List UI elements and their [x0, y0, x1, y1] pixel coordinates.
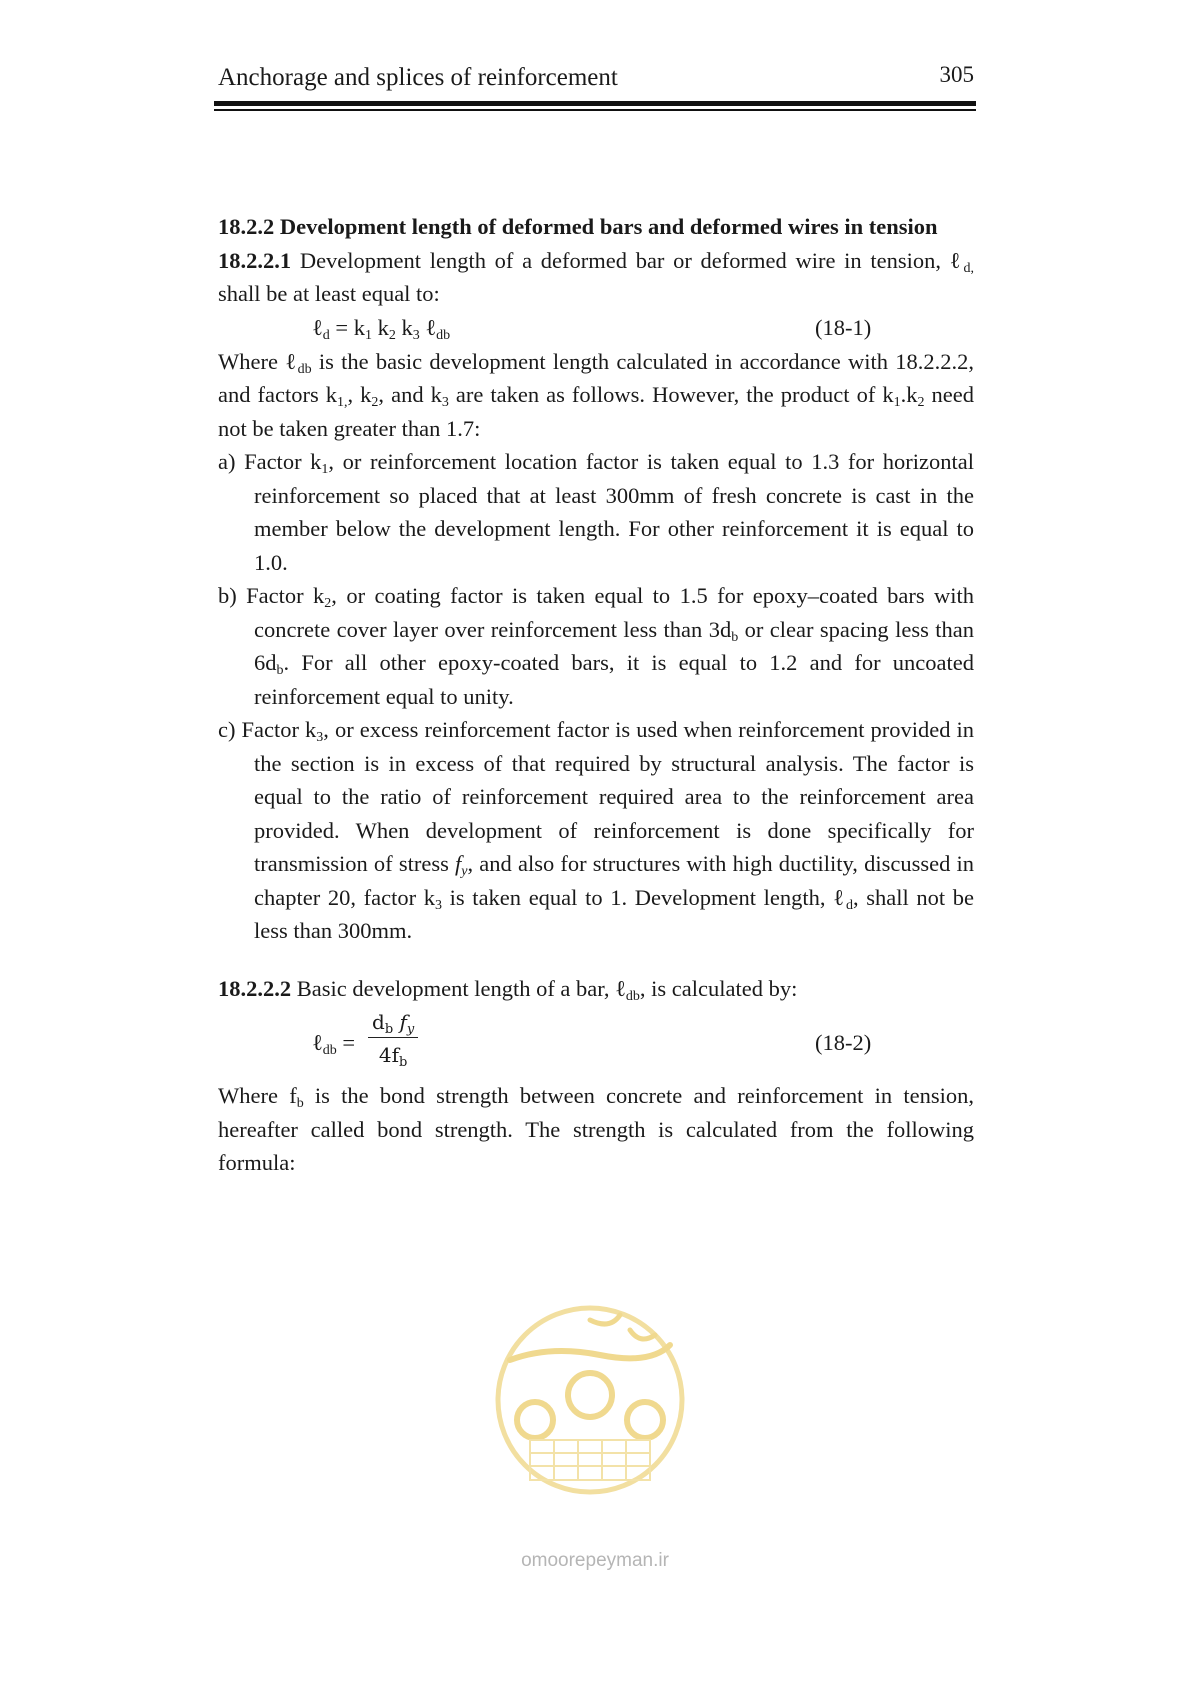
- watermark-logo: [490, 1300, 690, 1500]
- list-item-a: a) Factor $k_1$, or reinforcement location factor is taken equal to 1.3 for horizontal reinforcement so placed that at least 300mm of fresh concrete is cast in the member below the development length. For other reinforcement it is equal to 1.0.: [218, 449, 974, 575]
- equation-number: (18-1): [815, 314, 872, 340]
- running-title: Anchorage and splices of reinforcement: [218, 64, 618, 91]
- watermark-url: omoorepeyman.ir: [521, 1550, 669, 1571]
- header-rule-thin: [214, 109, 976, 111]
- body-content: [218, 210, 974, 1180]
- equation-fraction: $\frac{d_b f_y}{4f_b}$: [368, 1007, 418, 1072]
- equation-18-2: [218, 1007, 974, 1079]
- equation-lhs: ℓ$_{db}$ =: [312, 1030, 356, 1058]
- equation-number: (18-2): [815, 1030, 872, 1055]
- paragraph-18-2-2-1: 18.2.2.1 Development length of a deformed bar or deformed wire in tension, ℓ$_{d,}$ shall be at least equal to:: [218, 247, 974, 306]
- equation-body: ℓ$_d$ = $k_1$ $k_2$ $k_3$ ℓ$_{db}$: [312, 314, 451, 343]
- where2-paragraph: Where $f_b$ is the bond strength between concrete and reinforcement in tension, hereafter called bond strength. The strength is calculated from the following formula:: [218, 1083, 974, 1175]
- header-rule-thick: [214, 101, 976, 106]
- equation-18-1: [218, 311, 974, 345]
- clause-number: 18.2.2.2: [218, 975, 292, 1001]
- where-paragraph: Where ℓ$_{db}$ is the basic development length calculated in accordance with 18.2.2.2, and factors $k_{1,}$, $k_2$, and $k_3$ are taken as follows. However, the product of $k_1.k_2$ need not be taken greater than 1.7:: [218, 348, 974, 441]
- section-heading: 18.2.2 Development length of deformed bars and deformed wires in tension: [218, 214, 938, 239]
- list-item-b: b) Factor $k_2$, or coating factor is taken equal to 1.5 for epoxy–coated bars with concrete cover layer over reinforcement less than $3d_b$ or clear spacing less than $6d_b$. For all other epoxy-coated bars, it is equal to 1.2 and for uncoated reinforcement equal to unity.: [218, 583, 974, 709]
- clause-number: 18.2.2.1: [218, 247, 292, 273]
- paragraph-18-2-2-2: 18.2.2.2 Basic development length of a bar, ℓ$_{db}$, is calculated by:: [218, 975, 798, 1004]
- list-item-c: c) Factor $k_3$, or excess reinforcement factor is used when reinforcement provided in the section is in excess of that required by structural analysis. The factor is equal to the ratio of reinforcement required area to the reinforcement area provided. When development of reinforcement is done specifically for transmission of stress $f_y$, and also for structures with high ductility, discussed in chapter 20, factor $k_3$ is taken equal to 1. Development length, ℓ$_d$, shall not be less than 300mm.: [218, 717, 975, 943]
- page-header: [218, 64, 974, 104]
- page-number: 305: [939, 62, 974, 87]
